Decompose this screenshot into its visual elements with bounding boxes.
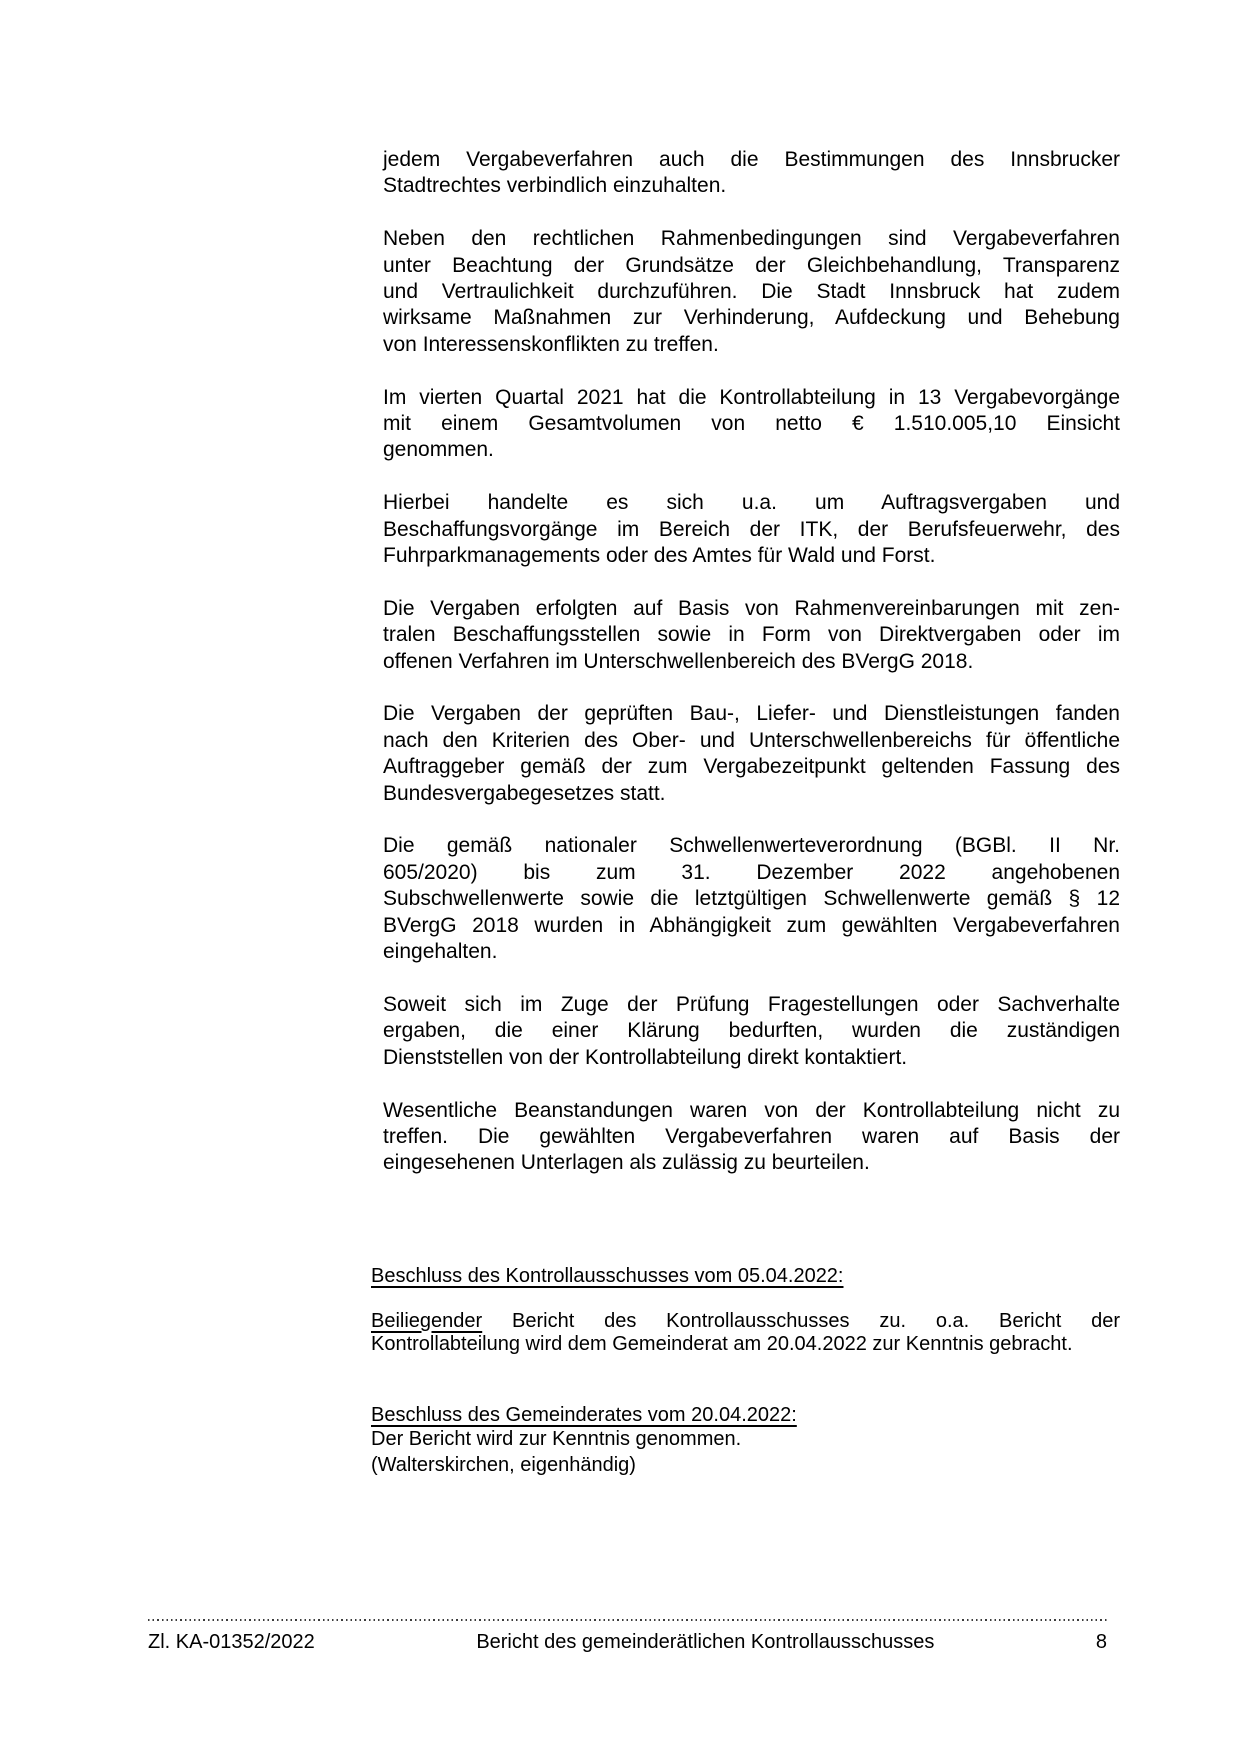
paragraph-line: Kontrollabteilung wird dem Gemeinderat am 20.04.2022 zur Kenntnis gebracht. <box>371 1333 1073 1355</box>
paragraph-line: und Vertraulichkeit durchzuführen. Die Stadt Innsbruck hat zudem <box>383 280 1120 304</box>
resolution-body-kontrollausschuss <box>371 1310 1120 1357</box>
paragraph-line: Der Bericht wird zur Kenntnis genommen. <box>371 1428 742 1450</box>
paragraph-line: Bundesvergabegesetzes statt. <box>383 781 666 805</box>
resolution-section <box>371 1265 1120 1478</box>
paragraph-line: Wesentliche Beanstandungen waren von der Kontrollabteilung nicht zu <box>383 1098 1120 1122</box>
paragraph-line: Hierbei handelte es sich u.a. um Auftragsvergaben und <box>383 491 1120 515</box>
paragraph-line: Die Vergaben der geprüften Bau-, Liefer- und Dienstleistungen fanden <box>383 702 1120 726</box>
paragraph-line: Im vierten Quartal 2021 hat die Kontrollabteilung in 13 Vergabevorgänge <box>383 385 1120 409</box>
paragraph-line: offenen Verfahren im Unterschwellenbereich des BVergG 2018. <box>383 649 974 673</box>
paragraph-line: Die Vergaben erfolgten auf Basis von Rahmenvereinbarungen mit zen- <box>383 596 1120 620</box>
page-footer <box>148 1619 1107 1654</box>
paragraph-line: treffen. Die gewählten Vergabeverfahren waren auf Basis der <box>383 1124 1120 1148</box>
paragraph-line: Stadtrechtes verbindlich einzuhalten. <box>383 174 727 198</box>
footer-document-title: Bericht des gemeinderätlichen Kontrollausschusses <box>476 1631 935 1653</box>
paragraph <box>383 385 1120 464</box>
paragraph <box>383 992 1120 1071</box>
paragraph-line: ergaben, die einer Klärung bedurften, wurden die zuständigen <box>383 1019 1120 1043</box>
paragraph <box>383 226 1120 358</box>
paragraph-line: mit einem Gesamtvolumen von netto € 1.510.005,10 Einsicht <box>383 412 1120 436</box>
footer-page-number: 8 <box>1095 1631 1107 1653</box>
paragraph-line: Auftraggeber gemäß der zum Vergabezeitpunkt geltenden Fassung des <box>383 755 1120 779</box>
paragraph <box>383 833 1120 965</box>
line-rest: Bericht des Kontrollausschusses zu. o.a. Bericht der <box>512 1309 1120 1332</box>
paragraph <box>383 1098 1120 1177</box>
paragraph-line: (Walterskirchen, eigenhändig) <box>371 1453 636 1476</box>
body-paragraphs <box>383 147 1120 1203</box>
underlined-word: Beiliegender <box>371 1309 483 1332</box>
paragraph-line: eingehalten. <box>383 940 498 964</box>
paragraph-line: 605/2020) bis zum 31. Dezember 2022 angehobenen <box>383 860 1120 884</box>
paragraph-line: Fuhrparkmanagements oder des Amtes für Wald und Forst. <box>383 544 936 568</box>
paragraph-line: genommen. <box>383 438 494 462</box>
paragraph-line: Neben den rechtlichen Rahmenbedingungen sind Vergabeverfahren <box>383 227 1120 251</box>
paragraph-line: Beschaffungsvorgänge im Bereich der ITK, der Berufsfeuerwehr, des <box>383 517 1120 541</box>
paragraph-line: nach den Kriterien des Ober- und Unterschwellenbereichs für öffentliche <box>383 728 1120 752</box>
paragraph-line: wirksame Maßnahmen zur Verhinderung, Aufdeckung und Behebung <box>383 306 1120 330</box>
paragraph-line: eingesehenen Unterlagen als zulässig zu beurteilen. <box>383 1151 870 1175</box>
paragraph-line: Die gemäß nationaler Schwellenwerteverordnung (BGBl. II Nr. <box>383 834 1120 858</box>
paragraph-line: Dienststellen von der Kontrollabteilung direkt kontaktiert. <box>383 1045 908 1069</box>
paragraph-line: unter Beachtung der Grundsätze der Gleichbehandlung, Transparenz <box>383 253 1120 277</box>
footer-reference-number: Zl. KA-01352/2022 <box>148 1631 315 1653</box>
paragraph <box>383 596 1120 675</box>
paragraph-line <box>371 1310 1120 1334</box>
paragraph-line: jedem Vergabeverfahren auch die Bestimmungen des Innsbrucker <box>383 148 1120 171</box>
footer-dotted-rule <box>148 1619 1107 1621</box>
footer-row <box>148 1630 1107 1654</box>
paragraph <box>383 147 1120 200</box>
resolution-heading-kontrollausschuss: Beschluss des Kontrollausschusses vom 05.04.2022: <box>371 1265 844 1287</box>
resolution-heading-gemeinderat: Beschluss des Gemeinderates vom 20.04.2022: <box>371 1403 797 1426</box>
paragraph-line: Soweit sich im Zuge der Prüfung Fragestellungen oder Sachverhalte <box>383 992 1120 1016</box>
paragraph-line: BVergG 2018 wurden in Abhängigkeit zum gewählten Vergabeverfahren <box>383 913 1120 937</box>
paragraph-line: Subschwellenwerte sowie die letztgültigen Schwellenwerte gemäß § 12 <box>383 887 1120 911</box>
paragraph <box>383 701 1120 807</box>
paragraph-line: tralen Beschaffungsstellen sowie in Form von Direktvergaben oder im <box>383 623 1120 647</box>
paragraph <box>383 490 1120 569</box>
paragraph-line: von Interessenskonflikten zu treffen. <box>383 332 719 356</box>
